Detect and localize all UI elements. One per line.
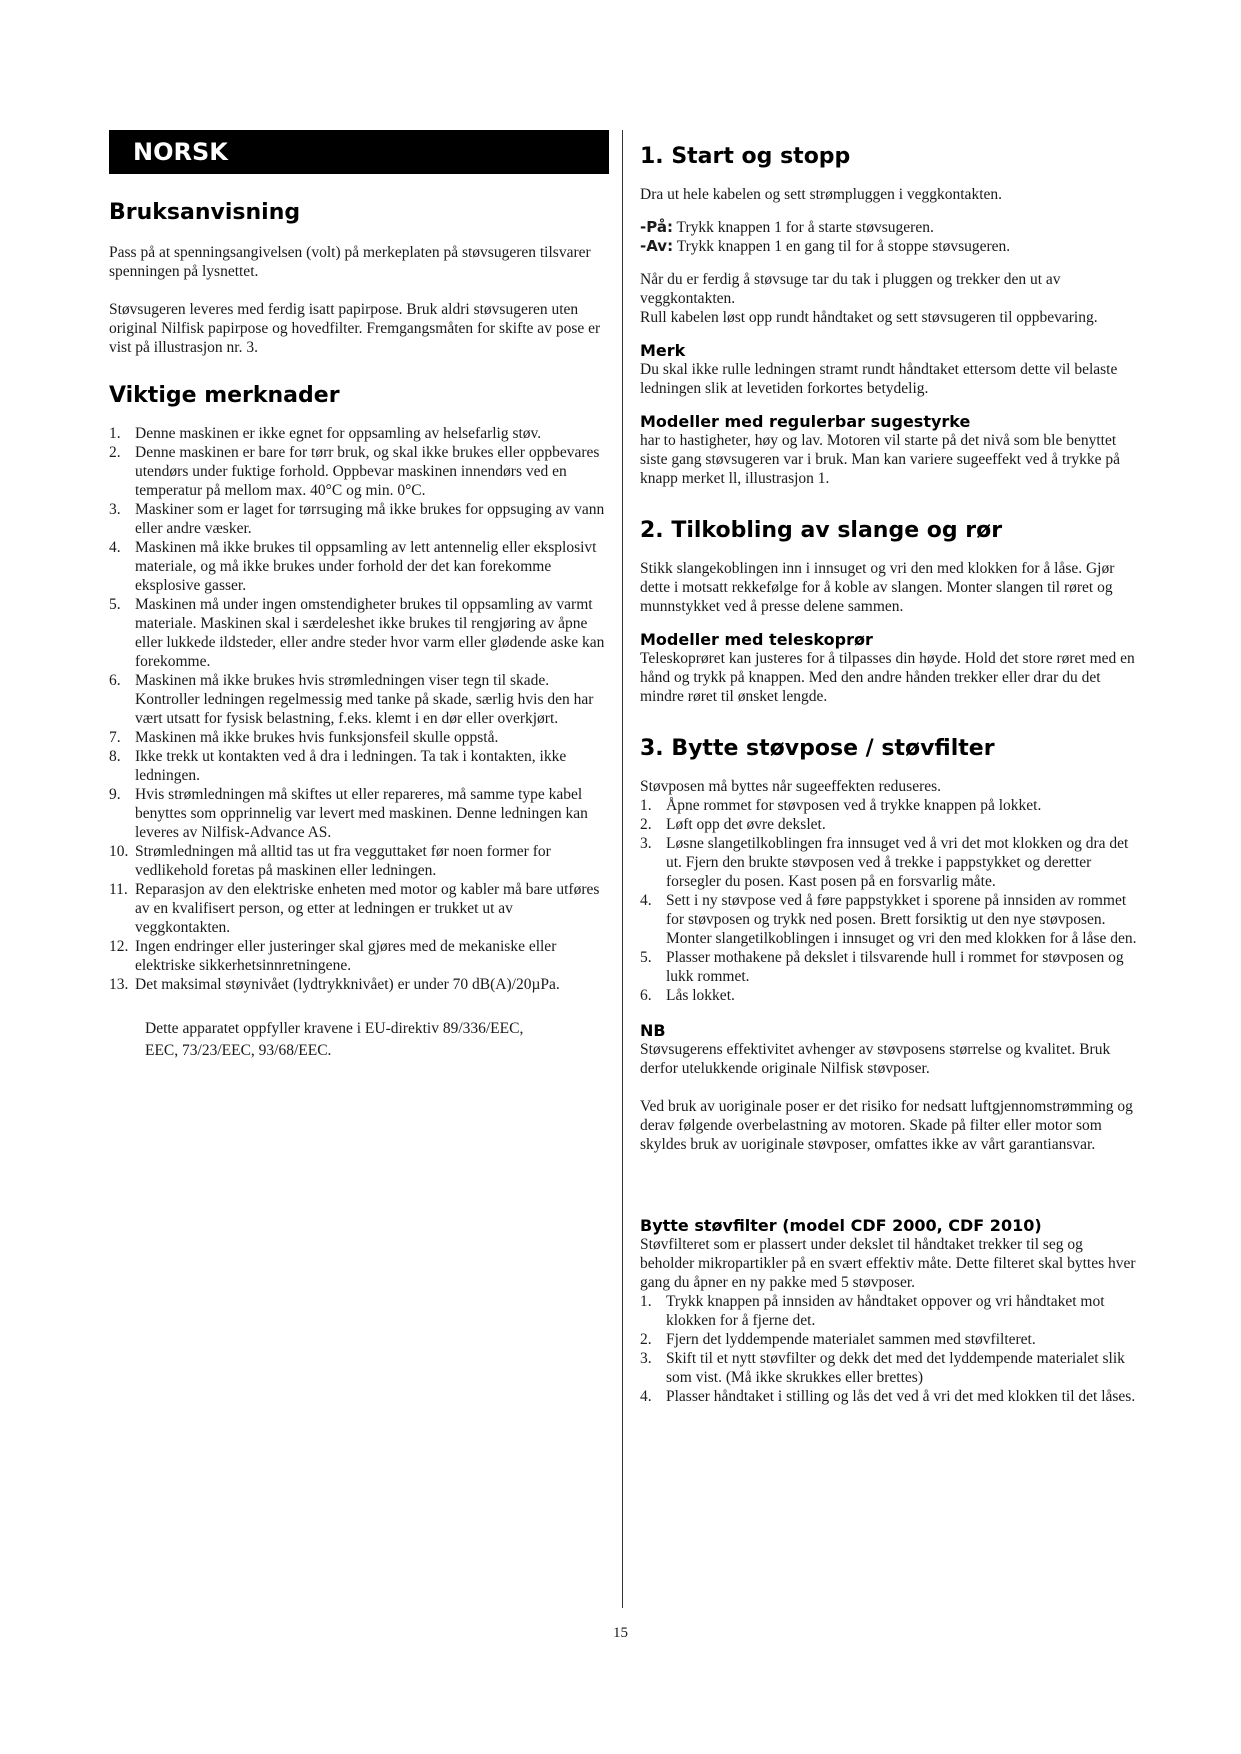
heading-start-stopp: 1. Start og stopp [640, 144, 851, 169]
paragraph-stovfilter: Støvfilteret som er plassert under dekslet til håndtaket trekker til seg og beholder mikropartikler på en svært effektiv måte. Dette filteret skal byttes hver gang du åpner en ny pakke med 5 støvposer. [640, 1236, 1136, 1291]
paragraph-teleskop: Teleskoprøret kan justeres for å tilpasses din høyde. Hold det store røret med en hånd og trykk på knappen. Med den andre hånden trekker eller drar du det mindre røret til ønsket lengde. [640, 650, 1135, 705]
paragraph-regulerbar: har to hastigheter, høy og lav. Motoren vil starte på det nivå som ble benyttet siste gang støvsugeren var i bruk. Man kan variere sugeeffekt ved å trykke på knapp merket ll, illustrasjon 1. [640, 432, 1121, 487]
list-item: 6. Lås lokket. [640, 987, 735, 1004]
list-item: 4. Plasser håndtaket i stilling og lås det ved å vri det med klokken til det låses. [640, 1388, 1136, 1405]
paragraph-tilkobling: Stikk slangekoblingen inn i innsuget og vri den med klokken for å låse. Gjør dette i motsatt rekkefølge for å koble av slangen. Monter slangen til røret og munnstykket ved å presse delene sammen. [640, 560, 1115, 615]
list-item: 3. Maskiner som er laget for tørrsuging må ikke brukes for oppsuging av vann eller andre væsker. [109, 501, 605, 537]
list-item: 9. Hvis strømledningen må skiftes ut eller repareres, må samme type kabel benyttes som opprinnelig var levert med maskinen. Denne ledningen kan leveres av Nilfisk-Advance AS. [109, 786, 588, 841]
paragraph-stovpose-intro: Støvposen må byttes når sugeeffekten reduseres. [640, 778, 942, 795]
list-item: 6. Maskinen må ikke brukes hvis strømledningen viser tegn til skade. Kontroller ledningen regelmessig med tanke på skade, særlig hvis den har vært utsatt for fysisk belastning, f.eks. klemt i en dør eller overkjørt. [109, 672, 594, 727]
paragraph-nb-2: Ved bruk av uoriginale poser er det risiko for nedsatt luftgjennomstrømming og derav følgende overbelastning av motoren. Skade på filter eller motor som skyldes bruk av uoriginale støvposer, omfattes ikke av vårt garantiansvar. [640, 1098, 1133, 1153]
right-column [640, 130, 1140, 1406]
heading-bytte-stovfilter: Bytte støvfilter (model CDF 2000, CDF 2010) [640, 1216, 1042, 1235]
heading-bruksanvisning: Bruksanvisning [109, 200, 301, 225]
list-item: 1. Trykk knappen på innsiden av håndtaket oppover og vri håndtaket mot klokken for å fjerne det. [640, 1293, 1105, 1329]
heading-merk: Merk [640, 341, 686, 360]
list-item: 7. Maskinen må ikke brukes hvis funksjonsfeil skulle oppstå. [109, 729, 499, 746]
line-av: -Av: Trykk knappen 1 en gang til for å stoppe støvsugeren. [640, 237, 1011, 255]
paragraph-rull: Rull kabelen løst opp rundt håndtaket og sett støvsugeren til oppbevaring. [640, 309, 1098, 326]
list-item: 4. Maskinen må ikke brukes til oppsamling av lett antennelig eller eksplosivt materiale, og må ikke brukes under forhold der det kan forekomme eksplosive gasser. [109, 539, 597, 594]
list-item: 2. Løft opp det øvre dekslet. [640, 816, 826, 833]
stovfilter-steps [640, 1292, 1140, 1406]
heading-regulerbar: Modeller med regulerbar sugestyrke [640, 412, 971, 431]
left-column [109, 130, 609, 1062]
list-item: 3. Løsne slangetilkoblingen fra innsuget ved å vri det mot klokken og dra det ut. Fjern den brukte støvposen ved å trekke i pappstykket og deretter forsegler du posen. Kast posen på en forsvarlig måte. [640, 835, 1129, 890]
heading-nb: NB [640, 1021, 666, 1040]
list-item: 5. Plasser mothakene på dekslet i tilsvarende hull i rommet for støvposen og lukk rommet. [640, 949, 1124, 985]
paragraph-voltage: Pass på at spenningsangivelsen (volt) på merkeplaten på støvsugeren tilsvarer spenningen på lysnettet. [109, 244, 591, 280]
paragraph-papirpose: Støvsugeren leveres med ferdig isatt papirpose. Bruk aldri støvsugeren uten original Nilfisk papirpose og hovedfilter. Fremgangsmåten for skifte av pose er vist på illustrasjon nr. 3. [109, 301, 601, 356]
page-number: 15 [613, 1625, 628, 1641]
heading-tilkobling: 2. Tilkobling av slange og rør [640, 518, 1003, 543]
eu-compliance: Dette apparatet oppfyller kravene i EU-direktiv 89/336/EEC, EEC, 73/23/EEC, 93/68/EEC. [145, 1020, 524, 1059]
list-item: 1. Åpne rommet for støvposen ved å trykke knappen på lokket. [640, 797, 1042, 814]
heading-viktige-merknader: Viktige merknader [109, 383, 340, 408]
list-item: 5. Maskinen må under ingen omstendigheter brukes til oppsamling av varmt materiale. Maskinen skal i særdeleshet ikke brukes til rengjøring av åpne eller lukkede ildsteder, eller andre steder hvor varm eller glødende aske kan forekomme. [109, 596, 605, 670]
list-item: 10. Strømledningen må alltid tas ut fra vegguttaket før noen former for vedlikehold foretas på maskinen eller ledningen. [109, 843, 551, 879]
list-item: 13. Det maksimal støynivået (lydtrykknivået) er under 70 dB(A)/20µPa. [109, 976, 560, 993]
safety-list [109, 424, 609, 994]
heading-teleskop: Modeller med teleskoprør [640, 630, 873, 649]
list-item: 3. Skift til et nytt støvfilter og dekk det med det lyddempende materialet slik som vist. (Må ikke skrukkes eller brettes) [640, 1350, 1125, 1386]
column-divider [622, 130, 623, 1608]
list-item: 4. Sett i ny støvpose ved å føre pappstykket i sporene på innsiden av rommet for støvposen og trykk ned posen. Brett forsiktig ut den nye støvposen. Monter slangetilkoblingen i innsuget og vri den med klokken for å låse den. [640, 892, 1137, 947]
list-item: 12. Ingen endringer eller justeringer skal gjøres med de mekaniske eller elektriske sikkerhetsinnretningene. [109, 938, 557, 974]
paragraph-nb-1: Støvsugerens effektivitet avhenger av støvposens størrelse og kvalitet. Bruk derfor utelukkende originale Nilfisk støvposer. [640, 1041, 1111, 1077]
paragraph-kabel: Dra ut hele kabelen og sett strømpluggen i veggkontakten. [640, 186, 1003, 203]
language-bar: NORSK [109, 130, 609, 174]
heading-bytte-stovpose: 3. Bytte støvpose / støvfilter [640, 736, 995, 761]
list-item: 11. Reparasjon av den elektriske enheten med motor og kabler må bare utføres av en kvalifisert person, og etter at ledningen er trukket ut av veggkontakten. [109, 881, 600, 936]
list-item: 1. Denne maskinen er ikke egnet for oppsamling av helsefarlig støv. [109, 425, 542, 442]
list-item: 2. Fjern det lyddempende materialet sammen med støvfilteret. [640, 1331, 1036, 1348]
list-item: 8. Ikke trekk ut kontakten ved å dra i ledningen. Ta tak i kontakten, ikke ledningen. [109, 748, 567, 784]
paragraph-ferdig: Når du er ferdig å støvsuge tar du tak i pluggen og trekker den ut av veggkontakten. [640, 271, 1061, 307]
stovpose-steps [640, 796, 1140, 1005]
list-item: 2. Denne maskinen er bare for tørr bruk, og skal ikke brukes eller oppbevares utendørs under fuktige forhold. Oppbevar maskinen innendørs ved en temperatur på mellom max. 40°C og min. 0°C. [109, 444, 600, 499]
line-pa: -På: Trykk knappen 1 for å starte støvsugeren. [640, 218, 934, 236]
paragraph-merk: Du skal ikke rulle ledningen stramt rundt håndtaket ettersom dette vil belaste ledningen slik at levetiden forkortes betydelig. [640, 361, 1118, 397]
